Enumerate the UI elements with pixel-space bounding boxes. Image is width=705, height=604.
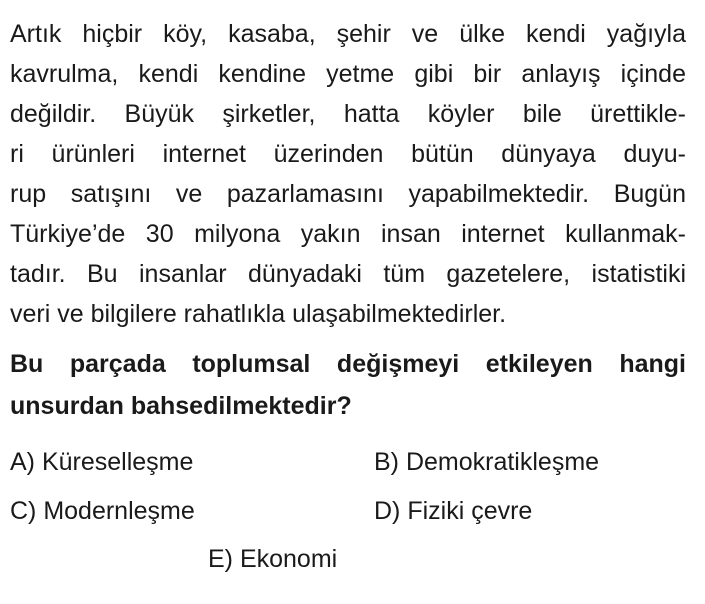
question-line: Bu parçada toplumsal değişmeyi etkileyen hangi: [10, 350, 686, 378]
passage-text: [10, 14, 686, 334]
passage-line: kavrulma, kendi kendine yetme gibi bir anlayış içinde: [10, 60, 686, 88]
answer-option-d[interactable]: D) Fiziki çevre: [374, 497, 533, 525]
answer-option-c[interactable]: C) Modernleşme: [10, 497, 195, 525]
passage-line: Artık hiçbir köy, kasaba, şehir ve ülke kendi yağıyla: [10, 20, 686, 48]
passage-line: rup satışını ve pazarlamasını yapabilmektedir. Bugün: [10, 180, 686, 208]
answer-option-e[interactable]: E) Ekonomi: [208, 545, 338, 573]
question-text: [10, 343, 686, 427]
answer-option-b[interactable]: B) Demokratikleşme: [374, 448, 600, 476]
question-line: unsurdan bahsedilmektedir?: [10, 392, 352, 420]
passage-line: ri ürünleri internet üzerinden bütün dünyaya duyu-: [10, 140, 686, 168]
passage-line: tadır. Bu insanlar dünyadaki tüm gazetelere, istatistiki: [10, 260, 686, 288]
passage-line: değildir. Büyük şirketler, hatta köyler bile ürettikle-: [10, 100, 686, 128]
passage-line: Türkiye’de 30 milyona yakın insan internet kullanmak-: [10, 220, 686, 248]
answer-option-a[interactable]: A) Küreselleşme: [10, 448, 194, 476]
passage-line: veri ve bilgilere rahatlıkla ulaşabilmektedirler.: [10, 300, 507, 328]
